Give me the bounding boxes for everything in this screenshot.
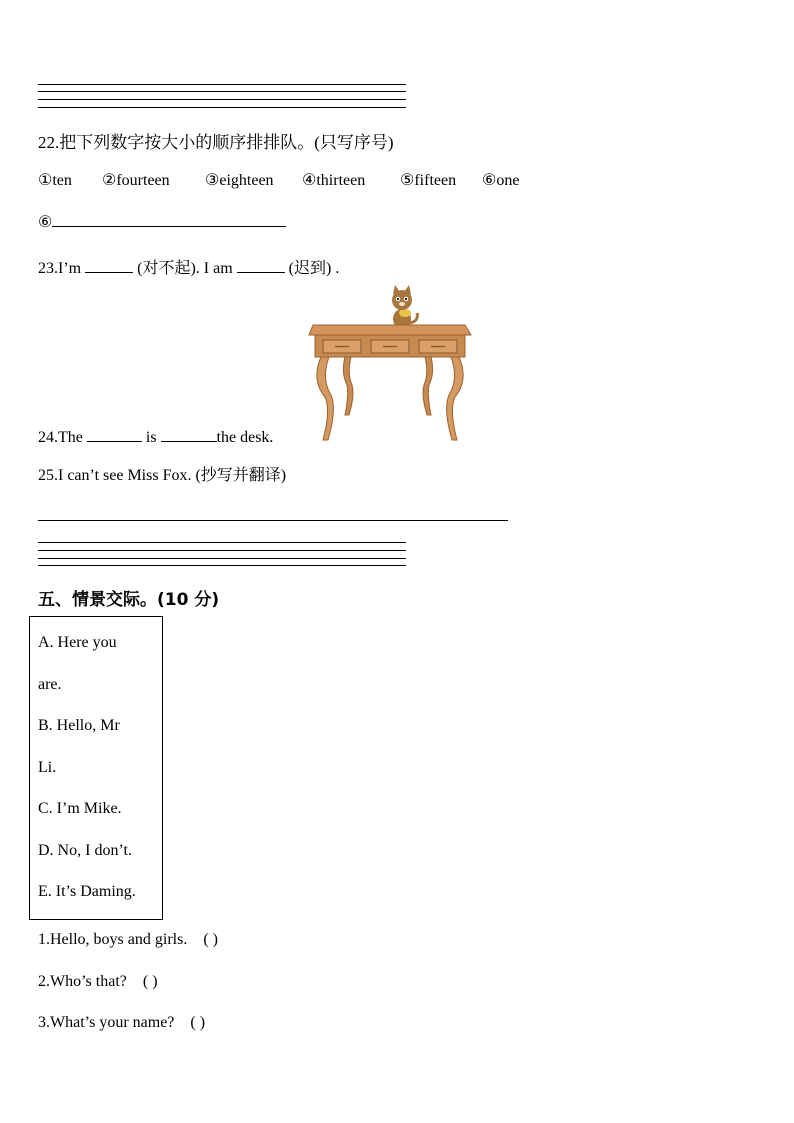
q22-option: ⑥one xyxy=(482,172,520,189)
dialogue-question xyxy=(38,1014,205,1032)
section5-title: 五、情景交际。(10 分) xyxy=(38,590,220,610)
q23-text-2: (对不起). I am xyxy=(137,260,233,277)
writing-line xyxy=(38,558,406,559)
box-line: B. Hello, Mr xyxy=(38,717,120,734)
question-text: 1.Hello, boys and girls. xyxy=(38,931,188,948)
answer-blank[interactable] xyxy=(85,258,133,273)
q22-option: ④thirteen xyxy=(302,172,366,189)
box-line: Li. xyxy=(38,759,57,776)
question-text: 2.Who’s that? xyxy=(38,973,127,990)
dialogue-question xyxy=(38,973,158,991)
writing-line xyxy=(38,107,406,108)
q22-answer-line[interactable] xyxy=(38,212,286,232)
answer-parentheses[interactable]: ( ) xyxy=(203,931,218,948)
cat-icon xyxy=(392,285,417,331)
q24-line xyxy=(38,427,273,447)
writing-line xyxy=(38,84,406,85)
q25-answer-line[interactable] xyxy=(38,520,508,521)
writing-line xyxy=(38,550,406,551)
writing-line xyxy=(38,99,406,100)
q22-option: ①ten xyxy=(38,172,72,189)
q24-text-3: the desk. xyxy=(216,429,274,446)
box-line: D. No, I don’t. xyxy=(38,842,132,859)
answer-blank[interactable] xyxy=(237,258,285,273)
writing-line xyxy=(38,542,406,543)
box-line: are. xyxy=(38,676,62,693)
question-text: 3.What’s your name? xyxy=(38,1014,175,1031)
answer-blank[interactable] xyxy=(52,212,286,227)
q22-option: ⑤fifteen xyxy=(400,172,457,189)
q23-text-3: (迟到) . xyxy=(288,260,340,277)
answer-parentheses[interactable]: ( ) xyxy=(142,973,158,990)
answer-blank[interactable] xyxy=(87,427,142,442)
q23-line xyxy=(38,255,339,278)
q24-text-1: 24.The xyxy=(38,429,83,446)
q25-prompt: 25.I can’t see Miss Fox. (抄写并翻译) xyxy=(38,467,287,484)
q23-text-1: 23.I’m xyxy=(38,260,82,277)
q22-option: ②fourteen xyxy=(102,172,170,189)
box-line: A. Here you xyxy=(38,634,117,651)
q22-answer-prefix: ⑥ xyxy=(38,214,53,231)
q24-text-2: is xyxy=(145,429,157,446)
answer-blank[interactable] xyxy=(161,427,217,442)
answer-parentheses[interactable]: ( ) xyxy=(190,1014,206,1031)
box-line: E. It’s Daming. xyxy=(38,883,136,900)
q22-option: ③eighteen xyxy=(205,172,274,189)
q22-prompt: 22.把下列数字按大小的顺序排排队。(只写序号) xyxy=(38,133,394,152)
writing-line xyxy=(38,91,406,92)
desk-cat-illustration xyxy=(305,285,477,445)
writing-line xyxy=(38,565,406,566)
dialogue-question xyxy=(38,931,218,949)
box-line: C. I’m Mike. xyxy=(38,800,122,817)
